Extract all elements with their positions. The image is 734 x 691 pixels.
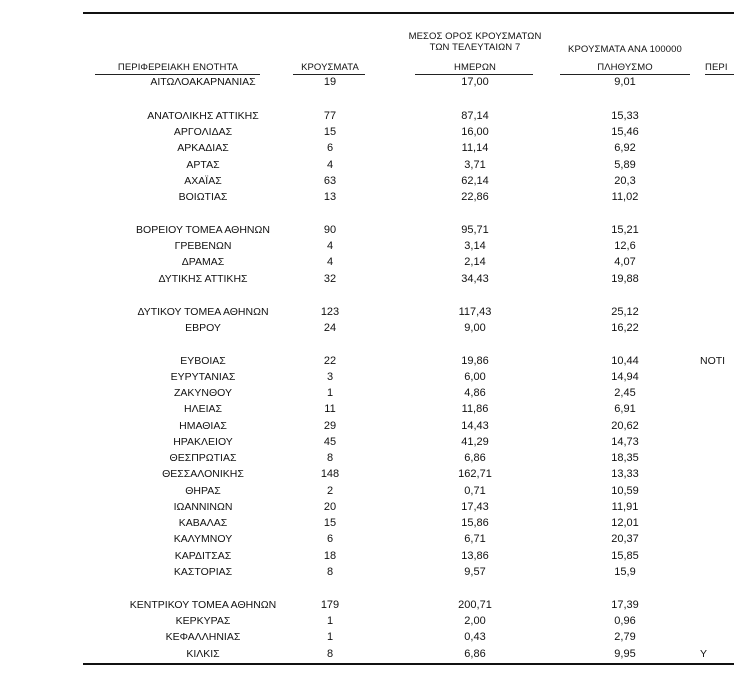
seven-day-average-cell: 6,00 <box>464 371 486 383</box>
cases-cell: 123 <box>320 306 340 318</box>
cases-cell: 179 <box>320 599 340 611</box>
seven-day-average-cell: 19,86 <box>461 355 489 367</box>
cases-per-100k-cell: 18,35 <box>611 452 639 464</box>
table-row <box>0 613 734 629</box>
cases-per-100k-cell: 15,21 <box>611 224 639 236</box>
table-row <box>0 189 734 205</box>
seven-day-average-cell: 0,71 <box>464 485 486 497</box>
region-name-cell: ΚΑΛΥΜΝΟΥ <box>173 533 233 545</box>
cases-cell: 2 <box>326 485 334 497</box>
cases-per-100k-cell: 15,46 <box>611 126 639 138</box>
cases-cell: 63 <box>323 175 337 187</box>
region-name-cell: ΚΕΡΚΥΡΑΣ <box>175 615 231 627</box>
table-row <box>0 597 734 613</box>
cases-cell: 22 <box>323 355 337 367</box>
cases-per-100k-cell: 16,22 <box>611 322 639 334</box>
cases-per-100k-cell: 6,92 <box>614 142 636 154</box>
cases-per-100k-cell: 10,59 <box>611 485 639 497</box>
seven-day-average-cell: 17,00 <box>461 76 489 88</box>
table-row <box>0 515 734 531</box>
seven-day-average-cell: 95,71 <box>461 224 489 236</box>
cases-cell: 13 <box>323 191 337 203</box>
seven-day-average-cell: 62,14 <box>461 175 489 187</box>
seven-day-average-cell: 4,86 <box>464 387 486 399</box>
seven-day-average-cell: 16,00 <box>461 126 489 138</box>
header-cases: ΚΡΟΥΣΜΑΤΑ <box>301 62 359 73</box>
seven-day-average-cell: 22,86 <box>461 191 489 203</box>
cases-cell: 4 <box>326 256 334 268</box>
cases-per-100k-cell: 11,02 <box>611 191 639 203</box>
cases-cell: 32 <box>323 273 337 285</box>
table-top-rule <box>83 12 734 14</box>
cases-cell: 24 <box>323 322 337 334</box>
seven-day-average-cell: 2,00 <box>464 615 486 627</box>
region-name-cell: ΗΜΑΘΙΑΣ <box>179 420 227 432</box>
cases-per-100k-cell: 9,01 <box>614 76 636 88</box>
region-name-cell: ΕΥΒΟΙΑΣ <box>180 355 226 367</box>
cases-cell: 90 <box>323 224 337 236</box>
seven-day-average-cell: 6,86 <box>464 452 486 464</box>
seven-day-average-cell: 200,71 <box>458 599 492 611</box>
header-extra: ΠΕΡΙ <box>705 62 728 73</box>
table-row <box>0 499 734 515</box>
cases-cell: 20 <box>323 501 337 513</box>
region-name-cell: ΚΑΒΑΛΑΣ <box>178 517 228 529</box>
table-row <box>0 466 734 482</box>
table-row <box>0 353 734 369</box>
seven-day-average-cell: 11,14 <box>461 142 489 154</box>
table-row <box>0 483 734 499</box>
cases-cell: 6 <box>326 142 334 154</box>
region-name-cell: ΗΡΑΚΛΕΙΟΥ <box>173 436 233 448</box>
cases-cell: 1 <box>326 387 334 399</box>
header-avg-line1: ΜΕΣΟΣ ΟΡΟΣ ΚΡΟΥΣΜΑΤΩΝ <box>408 31 542 42</box>
cases-per-100k-cell: 5,89 <box>614 159 636 171</box>
seven-day-average-cell: 87,14 <box>461 110 489 122</box>
table-row <box>0 140 734 156</box>
region-name-cell: ΔΥΤΙΚΟΥ ΤΟΜΕΑ ΑΘΗΝΩΝ <box>137 306 269 318</box>
region-name-cell: ΒΟΡΕΙΟΥ ΤΟΜΕΑ ΑΘΗΝΩΝ <box>136 224 270 236</box>
cases-per-100k-cell: 2,79 <box>614 631 636 643</box>
seven-day-average-cell: 162,71 <box>458 468 492 480</box>
seven-day-average-cell: 117,43 <box>458 306 492 318</box>
cases-cell: 19 <box>323 76 337 88</box>
seven-day-average-cell: 9,57 <box>464 566 486 578</box>
cases-cell: 15 <box>323 126 337 138</box>
cases-per-100k-cell: 19,88 <box>611 273 639 285</box>
region-name-cell: ΚΕΦΑΛΛΗΝΙΑΣ <box>165 631 241 643</box>
extra-column-cell: ΝΟΤΙ <box>700 355 726 367</box>
table-row <box>0 157 734 173</box>
header-per-line1: ΚΡΟΥΣΜΑΤΑ ΑΝΑ 100000 <box>568 44 682 55</box>
cases-cell: 45 <box>323 436 337 448</box>
region-name-cell: ΘΕΣΠΡΩΤΙΑΣ <box>169 452 237 464</box>
seven-day-average-cell: 0,43 <box>464 631 486 643</box>
region-name-cell: ΑΝΑΤΟΛΙΚΗΣ ΑΤΤΙΚΗΣ <box>147 110 259 122</box>
table-row <box>0 124 734 140</box>
region-name-cell: ΚΑΡΔΙΤΣΑΣ <box>174 550 232 562</box>
region-name-cell: ΔΥΤΙΚΗΣ ΑΤΤΙΚΗΣ <box>158 273 248 285</box>
table-row <box>0 434 734 450</box>
cases-per-100k-cell: 15,33 <box>611 110 639 122</box>
seven-day-average-cell: 3,14 <box>464 240 486 252</box>
header-region: ΠΕΡΙΦΕΡΕΙΑΚΗ ΕΝΟΤΗΤΑ <box>117 62 239 73</box>
cases-cell: 148 <box>320 468 340 480</box>
cases-cell: 8 <box>326 566 334 578</box>
table-row <box>0 238 734 254</box>
table-row <box>0 564 734 580</box>
cases-cell: 1 <box>326 615 334 627</box>
cases-cell: 77 <box>323 110 337 122</box>
header-per-line2: ΠΛΗΘΥΣΜΟ <box>597 62 653 73</box>
seven-day-average-cell: 6,71 <box>464 533 486 545</box>
region-name-cell: ΕΒΡΟΥ <box>185 322 221 334</box>
cases-per-100k-cell: 20,37 <box>611 533 639 545</box>
seven-day-average-cell: 34,43 <box>461 273 489 285</box>
cases-cell: 29 <box>323 420 337 432</box>
region-name-cell: ΚΕΝΤΡΙΚΟΥ ΤΟΜΕΑ ΑΘΗΝΩΝ <box>129 599 277 611</box>
seven-day-average-cell: 11,86 <box>461 403 489 415</box>
cases-per-100k-cell: 14,73 <box>611 436 639 448</box>
seven-day-average-cell: 15,86 <box>461 517 489 529</box>
table-row <box>0 418 734 434</box>
region-name-cell: ΑΡΓΟΛΙΔΑΣ <box>173 126 233 138</box>
cases-cell: 8 <box>326 452 334 464</box>
region-name-cell: ΔΡΑΜΑΣ <box>181 256 225 268</box>
cases-per-100k-cell: 20,3 <box>614 175 636 187</box>
table-row <box>0 254 734 270</box>
region-name-cell: ΚΙΛΚΙΣ <box>186 648 220 660</box>
cases-cell: 4 <box>326 240 334 252</box>
seven-day-average-cell: 9,00 <box>464 322 486 334</box>
table-row <box>0 450 734 466</box>
seven-day-average-cell: 14,43 <box>461 420 489 432</box>
seven-day-average-cell: 17,43 <box>461 501 489 513</box>
seven-day-average-cell: 2,14 <box>464 256 486 268</box>
region-name-cell: ΗΛΕΙΑΣ <box>183 403 222 415</box>
cases-per-100k-cell: 0,96 <box>614 615 636 627</box>
cases-cell: 8 <box>326 648 334 660</box>
cases-cell: 6 <box>326 533 334 545</box>
header-avg-line2: ΤΩΝ ΤΕΛΕΥΤΑΙΩΝ 7 <box>429 42 521 53</box>
cases-per-100k-cell: 25,12 <box>611 306 639 318</box>
cases-cell: 4 <box>326 159 334 171</box>
region-name-cell: ΘΕΣΣΑΛΟΝΙΚΗΣ <box>162 468 244 480</box>
cases-cell: 1 <box>326 631 334 643</box>
cases-per-100k-cell: 15,9 <box>614 566 636 578</box>
seven-day-average-cell: 13,86 <box>461 550 489 562</box>
cases-cell: 3 <box>326 371 334 383</box>
table-row <box>0 369 734 385</box>
table-row <box>0 548 734 564</box>
seven-day-average-cell: 41,29 <box>461 436 489 448</box>
cases-cell: 11 <box>324 403 336 415</box>
cases-per-100k-cell: 17,39 <box>611 599 639 611</box>
region-name-cell: ΓΡΕΒΕΝΩΝ <box>174 240 232 252</box>
table-row <box>0 222 734 238</box>
table-row <box>0 401 734 417</box>
table-bottom-rule <box>83 663 734 665</box>
cases-cell: 18 <box>323 550 337 562</box>
region-name-cell: ΑΧΑΪΑΣ <box>184 175 222 187</box>
header-avg-line3: ΗΜΕΡΩΝ <box>453 62 496 73</box>
table-row <box>0 531 734 547</box>
cases-per-100k-cell: 12,6 <box>614 240 636 252</box>
cases-per-100k-cell: 15,85 <box>611 550 639 562</box>
extra-column-cell: Υ <box>700 648 708 660</box>
cases-per-100k-cell: 14,94 <box>611 371 639 383</box>
table-row <box>0 629 734 645</box>
seven-day-average-cell: 3,71 <box>464 159 486 171</box>
region-name-cell: ΑΙΤΩΛΟΑΚΑΡΝΑΝΙΑΣ <box>150 76 256 88</box>
cases-per-100k-cell: 20,62 <box>611 420 639 432</box>
cases-per-100k-cell: 4,07 <box>614 256 636 268</box>
cases-per-100k-cell: 12,01 <box>611 517 639 529</box>
region-name-cell: ΑΡΤΑΣ <box>186 159 220 171</box>
table-row <box>0 108 734 124</box>
cases-per-100k-cell: 6,91 <box>614 403 636 415</box>
table-row <box>0 304 734 320</box>
table-row <box>0 74 734 90</box>
table-row <box>0 385 734 401</box>
cases-per-100k-cell: 13,33 <box>611 468 639 480</box>
cases-per-100k-cell: 11,91 <box>611 501 639 513</box>
region-name-cell: ΙΩΑΝΝΙΝΩΝ <box>173 501 233 513</box>
table-row <box>0 173 734 189</box>
region-name-cell: ΘΗΡΑΣ <box>185 485 221 497</box>
table-row <box>0 271 734 287</box>
region-name-cell: ΑΡΚΑΔΙΑΣ <box>177 142 229 154</box>
cases-per-100k-cell: 9,95 <box>614 648 636 660</box>
table-row <box>0 646 734 662</box>
region-name-cell: ΕΥΡΥΤΑΝΙΑΣ <box>170 371 236 383</box>
region-name-cell: ΒΟΙΩΤΙΑΣ <box>178 191 228 203</box>
seven-day-average-cell: 6,86 <box>464 648 486 660</box>
region-name-cell: ΚΑΣΤΟΡΙΑΣ <box>173 566 233 578</box>
region-name-cell: ΖΑΚΥΝΘΟΥ <box>173 387 232 399</box>
cases-per-100k-cell: 2,45 <box>614 387 636 399</box>
cases-per-100k-cell: 10,44 <box>611 355 639 367</box>
table-row <box>0 320 734 336</box>
cases-cell: 15 <box>323 517 337 529</box>
